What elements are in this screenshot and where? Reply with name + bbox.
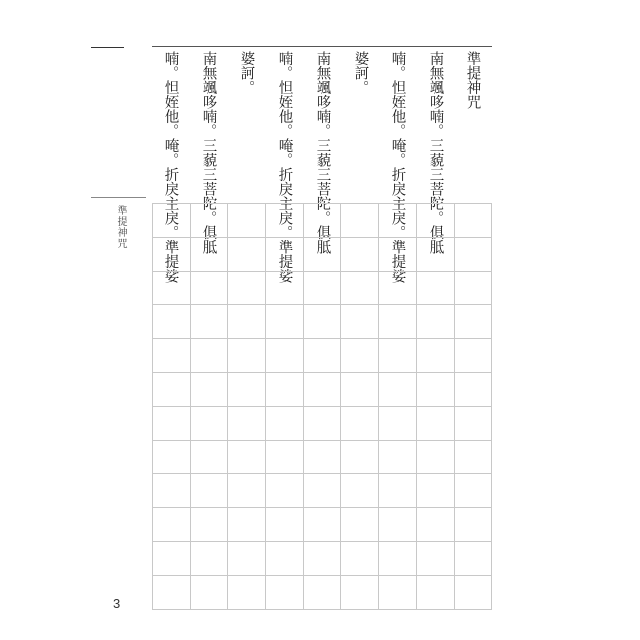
grid-cell	[153, 542, 191, 576]
grid-cell	[341, 407, 379, 441]
grid-cell	[417, 238, 455, 272]
sutra-line: 婆訶。	[238, 51, 255, 95]
grid-cell	[455, 542, 493, 576]
grid-cell	[341, 305, 379, 339]
grid-cell	[304, 204, 342, 238]
grid-cell	[228, 441, 266, 475]
grid-cell	[153, 204, 191, 238]
grid-cell	[379, 305, 417, 339]
grid-cell	[153, 373, 191, 407]
page-number: 3	[113, 596, 121, 611]
grid-cell	[228, 272, 266, 306]
grid-cell	[266, 272, 304, 306]
sutra-line: 南無颯哆喃。三藐三菩陀。俱胝	[427, 51, 444, 254]
grid-cell	[228, 238, 266, 272]
grid-cell	[153, 339, 191, 373]
grid-cell	[304, 272, 342, 306]
grid-cell	[191, 542, 229, 576]
grid-cell	[266, 305, 304, 339]
grid-cell	[266, 576, 304, 610]
grid-cell	[153, 407, 191, 441]
grid-cell	[417, 576, 455, 610]
grid-cell	[304, 576, 342, 610]
grid-cell	[341, 339, 379, 373]
grid-cell	[455, 474, 493, 508]
grid-cell	[417, 441, 455, 475]
grid-cell	[455, 407, 493, 441]
grid-cell	[455, 339, 493, 373]
grid-cell	[341, 204, 379, 238]
grid-cell	[379, 576, 417, 610]
grid-cell	[266, 204, 304, 238]
grid-cell	[341, 272, 379, 306]
sutra-column	[454, 51, 491, 109]
sutra-column	[342, 51, 379, 95]
grid-cell	[266, 407, 304, 441]
grid-cell	[191, 508, 229, 542]
sutra-line: 南無颯哆喃。三藐三菩陀。俱胝	[200, 51, 217, 254]
grid-cell	[379, 373, 417, 407]
grid-cell	[304, 542, 342, 576]
grid-cell	[379, 407, 417, 441]
grid-cell	[228, 576, 266, 610]
grid-cell	[379, 238, 417, 272]
grid-cell	[304, 238, 342, 272]
grid-cell	[228, 339, 266, 373]
grid-cell	[228, 204, 266, 238]
grid-cell	[228, 407, 266, 441]
grid-cell	[153, 508, 191, 542]
grid-cell	[228, 305, 266, 339]
grid-cell	[191, 305, 229, 339]
grid-cell	[153, 305, 191, 339]
grid-cell	[304, 339, 342, 373]
sutra-column	[228, 51, 265, 95]
sutra-line: 喃。怛姪他。唵。折戾主戾。準提娑	[162, 51, 179, 283]
grid-cell	[191, 204, 229, 238]
grid-cell	[191, 441, 229, 475]
grid-cell	[191, 339, 229, 373]
grid-cell	[153, 576, 191, 610]
grid-cell	[379, 508, 417, 542]
grid-cell	[266, 508, 304, 542]
sutra-line: 喃。怛姪他。唵。折戾主戾。準提娑	[276, 51, 293, 283]
grid-cell	[191, 238, 229, 272]
grid-cell	[379, 474, 417, 508]
grid-cell	[153, 238, 191, 272]
grid-cell	[266, 542, 304, 576]
grid-cell	[191, 474, 229, 508]
grid-cell	[304, 373, 342, 407]
grid-cell	[379, 272, 417, 306]
grid-cell	[455, 576, 493, 610]
grid-cell	[304, 407, 342, 441]
grid-cell	[417, 508, 455, 542]
grid-cell	[417, 407, 455, 441]
grid-cell	[455, 272, 493, 306]
grid-cell	[341, 474, 379, 508]
sutra-line: 婆訶。	[352, 51, 369, 95]
grid-cell	[341, 542, 379, 576]
grid-cell	[153, 474, 191, 508]
sutra-line: 南無颯哆喃。三藐三菩陀。俱胝	[314, 51, 331, 254]
grid-cell	[304, 305, 342, 339]
grid-cell	[379, 542, 417, 576]
grid-cell	[341, 441, 379, 475]
grid-cell	[379, 339, 417, 373]
grid-cell	[266, 238, 304, 272]
grid-cell	[266, 441, 304, 475]
grid-cell	[379, 441, 417, 475]
grid-cell	[455, 305, 493, 339]
grid-cell	[455, 441, 493, 475]
grid-cell	[341, 508, 379, 542]
grid-cell	[153, 441, 191, 475]
grid-cell	[191, 576, 229, 610]
sutra-title: 準提神咒	[464, 51, 481, 109]
grid-cell	[455, 373, 493, 407]
grid-cell	[417, 272, 455, 306]
grid-cell	[341, 238, 379, 272]
grid-cell	[304, 474, 342, 508]
grid-cell	[304, 441, 342, 475]
grid-cell	[455, 204, 493, 238]
header-rule	[91, 47, 124, 48]
grid-cell	[266, 474, 304, 508]
sutra-text-area	[152, 46, 492, 283]
sutra-line: 喃。怛姪他。唵。折戾主戾。準提娑	[389, 51, 406, 283]
grid-cell	[191, 407, 229, 441]
grid-cell	[417, 339, 455, 373]
grid-cell	[417, 204, 455, 238]
grid-cell	[379, 204, 417, 238]
grid-cell	[191, 373, 229, 407]
grid-cell	[266, 373, 304, 407]
grid-cell	[455, 508, 493, 542]
grid-cell	[228, 373, 266, 407]
side-rule	[91, 197, 146, 198]
grid-cell	[417, 373, 455, 407]
side-title: 準提神咒	[115, 205, 126, 249]
grid-cell	[266, 339, 304, 373]
grid-cell	[341, 576, 379, 610]
practice-grid	[152, 203, 492, 610]
grid-cell	[341, 373, 379, 407]
grid-cell	[417, 542, 455, 576]
grid-cell	[228, 542, 266, 576]
grid-cell	[153, 272, 191, 306]
grid-cell	[191, 272, 229, 306]
grid-cell	[417, 474, 455, 508]
grid-cell	[228, 508, 266, 542]
grid-cell	[455, 238, 493, 272]
grid-cell	[228, 474, 266, 508]
grid-cell	[304, 508, 342, 542]
grid-cell	[417, 305, 455, 339]
